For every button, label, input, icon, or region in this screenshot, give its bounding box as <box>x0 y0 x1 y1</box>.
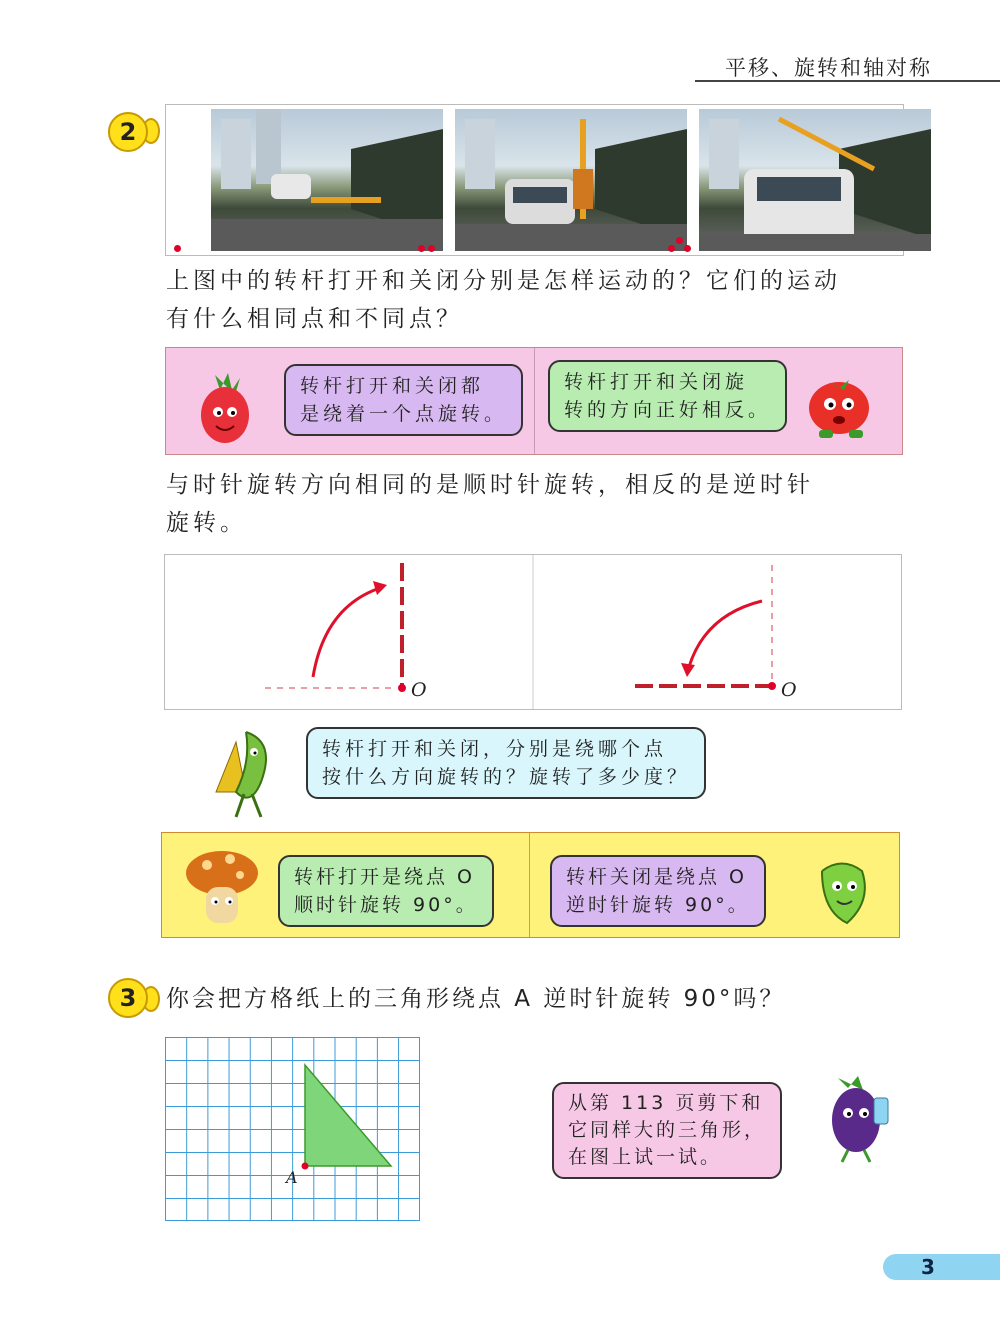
speech-bubble-right <box>548 360 787 432</box>
grid-paper <box>165 1037 420 1221</box>
prompt-bubble <box>306 727 706 799</box>
bubble-left-line-1: 转杆打开和关闭都 <box>300 375 485 397</box>
rotation-diagram <box>164 554 902 710</box>
sequence-dot <box>668 245 675 252</box>
bubble-left-line-2: 是绕着一个点旋转。 <box>300 403 508 425</box>
answer-right-line-1: 转杆关闭是绕点 O <box>566 866 747 888</box>
sequence-dot <box>428 245 435 252</box>
answer-left-line-1: 转杆打开是绕点 O <box>294 866 475 888</box>
prompt-line-1: 转杆打开和关闭，分别是绕哪个点 <box>322 738 668 760</box>
prompt-line-2: 按什么方向旋转的？旋转了多少度？ <box>322 766 691 788</box>
problem-3-question: 你会把方格纸上的三角形绕点 A 逆时针旋转 90°吗？ <box>166 986 786 1012</box>
panel-divider <box>529 833 530 937</box>
answer-panel <box>161 832 900 938</box>
eggplant-character-icon <box>818 1068 898 1167</box>
tomato-character-icon <box>794 368 889 452</box>
sequence-dot <box>684 245 691 252</box>
header-divider <box>695 80 1000 82</box>
problem-2-badge: 2 <box>108 112 148 152</box>
photo-gate-lowering <box>699 109 931 251</box>
answer-right-line-2: 逆时针旋转 90°。 <box>566 894 750 916</box>
hint-line-3: 在图上试一试。 <box>568 1146 723 1168</box>
hint-line-1: 从第 113 页剪下和 <box>568 1092 764 1114</box>
hint-bubble <box>552 1082 782 1179</box>
answer-bubble-right <box>550 855 766 927</box>
problem-3-badge: 3 <box>108 978 148 1018</box>
photo-gate-closed <box>211 109 443 251</box>
photo-gate-opening <box>455 109 687 251</box>
sequence-dot <box>418 245 425 252</box>
pepper-character-icon <box>802 851 882 935</box>
discussion-panel <box>165 347 903 455</box>
pivot-label-left: O <box>411 679 427 701</box>
sequence-dot <box>676 237 683 244</box>
panel-divider <box>534 348 535 454</box>
speech-bubble-left <box>284 364 523 436</box>
page-number-tab <box>883 1254 1000 1280</box>
pea-pod-character-icon <box>206 722 286 826</box>
mushroom-character-icon <box>182 843 262 937</box>
bubble-right-line-2: 转的方向正好相反。 <box>564 399 772 421</box>
question-line-2: 有什么相同点和不同点？ <box>166 306 463 332</box>
hint-line-2: 它同样大的三角形， <box>568 1119 767 1141</box>
point-a-label: A <box>286 1168 298 1187</box>
answer-left-line-2: 顺时针旋转 90°。 <box>294 894 478 916</box>
pivot-label-right: O <box>781 679 797 701</box>
chapter-title: 平移、旋转和轴对称 <box>725 56 932 80</box>
bubble-right-line-1: 转杆打开和关闭旋 <box>564 371 749 393</box>
radish-character-icon <box>190 370 260 454</box>
answer-bubble-left <box>278 855 494 927</box>
explain-line-1: 与时针旋转方向相同的是顺时针旋转，相反的是逆时针 <box>166 472 814 498</box>
explain-line-2: 旋转。 <box>166 510 247 536</box>
page-number: 3 <box>921 1255 935 1279</box>
photo-strip <box>165 104 904 256</box>
question-line-1: 上图中的转杆打开和关闭分别是怎样运动的？它们的运动 <box>166 268 841 294</box>
sequence-dot <box>174 245 181 252</box>
